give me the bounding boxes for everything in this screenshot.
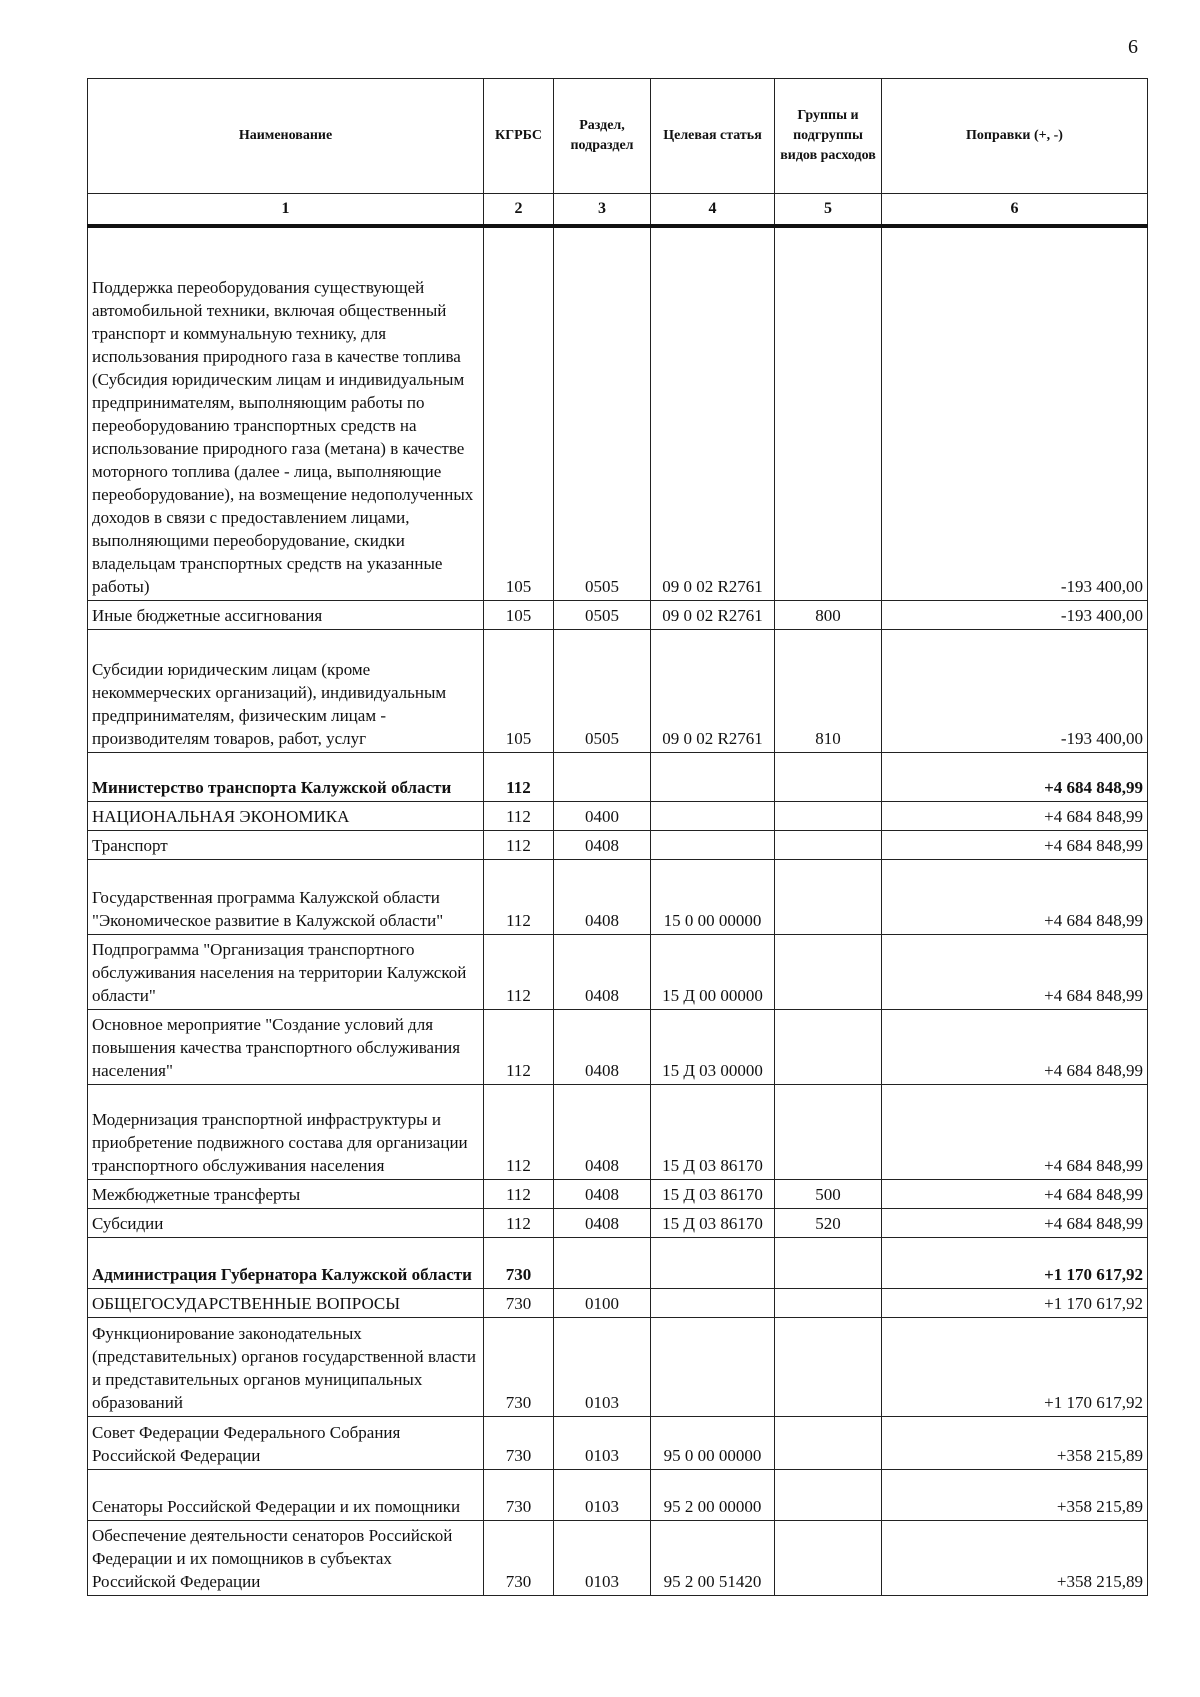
cell-expense-group (775, 802, 882, 831)
cell-name: Функционирование законодательных (представительных) органов государственной власти и представительных органов муниципальных образований (88, 1318, 484, 1417)
cell-target-article (651, 1318, 775, 1417)
cell-target-article (651, 1238, 775, 1289)
cell-target-article: 09 0 02 R2761 (651, 226, 775, 601)
cell-section: 0505 (554, 630, 651, 753)
cell-kgrbs: 105 (484, 601, 554, 630)
table-row (88, 831, 1148, 860)
cell-target-article: 15 0 00 00000 (651, 860, 775, 935)
cell-kgrbs: 112 (484, 860, 554, 935)
cell-section: 0408 (554, 1010, 651, 1085)
cell-kgrbs: 730 (484, 1521, 554, 1596)
cell-expense-group (775, 935, 882, 1010)
cell-target-article: 15 Д 03 00000 (651, 1010, 775, 1085)
table-row (88, 802, 1148, 831)
cell-amount: +358 215,89 (882, 1470, 1148, 1521)
cell-expense-group: 500 (775, 1180, 882, 1209)
cell-name: ОБЩЕГОСУДАРСТВЕННЫЕ ВОПРОСЫ (88, 1289, 484, 1318)
header-target-article: Целевая статья (651, 79, 775, 194)
table-row (88, 1521, 1148, 1596)
cell-expense-group (775, 753, 882, 802)
cell-expense-group: 810 (775, 630, 882, 753)
cell-section: 0408 (554, 860, 651, 935)
table-row (88, 1289, 1148, 1318)
cell-expense-group (775, 1417, 882, 1470)
cell-name: Основное мероприятие "Создание условий для повышения качества транспортного обслуживания населения" (88, 1010, 484, 1085)
cell-section: 0408 (554, 1180, 651, 1209)
cell-amount: +4 684 848,99 (882, 860, 1148, 935)
cell-amount: +4 684 848,99 (882, 1180, 1148, 1209)
cell-target-article: 15 Д 00 00000 (651, 935, 775, 1010)
header-row (88, 79, 1148, 194)
cell-target-article: 95 0 00 00000 (651, 1417, 775, 1470)
cell-section: 0103 (554, 1470, 651, 1521)
cell-section: 0103 (554, 1318, 651, 1417)
cell-expense-group (775, 1318, 882, 1417)
cell-expense-group (775, 1085, 882, 1180)
cell-kgrbs: 112 (484, 1209, 554, 1238)
cell-section (554, 753, 651, 802)
cell-expense-group (775, 860, 882, 935)
cell-target-article: 95 2 00 00000 (651, 1470, 775, 1521)
header-expense-group: Группы и подгруппы видов расходов (775, 79, 882, 194)
cell-section: 0408 (554, 831, 651, 860)
cell-name: Администрация Губернатора Калужской области (88, 1238, 484, 1289)
cell-kgrbs: 730 (484, 1318, 554, 1417)
cell-target-article (651, 831, 775, 860)
cell-name: Транспорт (88, 831, 484, 860)
cell-section: 0505 (554, 601, 651, 630)
table-row (88, 935, 1148, 1010)
cell-amount: +4 684 848,99 (882, 831, 1148, 860)
cell-kgrbs: 112 (484, 1010, 554, 1085)
header-name: Наименование (88, 79, 484, 194)
cell-name: Субсидии юридическим лицам (кроме некоммерческих организаций), индивидуальным предпринимателям, физическим лицам - производителям товаров, работ, услуг (88, 630, 484, 753)
cell-section: 0103 (554, 1521, 651, 1596)
cell-name: Иные бюджетные ассигнования (88, 601, 484, 630)
column-number: 3 (554, 194, 651, 227)
table-row (88, 1238, 1148, 1289)
cell-target-article: 95 2 00 51420 (651, 1521, 775, 1596)
cell-amount: +358 215,89 (882, 1521, 1148, 1596)
cell-amount: +4 684 848,99 (882, 1010, 1148, 1085)
cell-amount: +4 684 848,99 (882, 1085, 1148, 1180)
cell-amount: +4 684 848,99 (882, 753, 1148, 802)
table-row (88, 1470, 1148, 1521)
header-kgrbs: КГРБС (484, 79, 554, 194)
cell-kgrbs: 112 (484, 802, 554, 831)
cell-target-article (651, 753, 775, 802)
column-number-row (88, 194, 1148, 227)
cell-expense-group (775, 226, 882, 601)
table-row (88, 1318, 1148, 1417)
cell-kgrbs: 112 (484, 753, 554, 802)
cell-name: Межбюджетные трансферты (88, 1180, 484, 1209)
column-number: 2 (484, 194, 554, 227)
cell-amount: +4 684 848,99 (882, 802, 1148, 831)
cell-expense-group (775, 1470, 882, 1521)
cell-expense-group (775, 1521, 882, 1596)
cell-amount: +1 170 617,92 (882, 1289, 1148, 1318)
column-number: 6 (882, 194, 1148, 227)
header-amendments: Поправки (+, -) (882, 79, 1148, 194)
cell-section: 0408 (554, 1209, 651, 1238)
cell-target-article: 15 Д 03 86170 (651, 1180, 775, 1209)
cell-expense-group (775, 1010, 882, 1085)
cell-target-article: 09 0 02 R2761 (651, 630, 775, 753)
cell-amount: +4 684 848,99 (882, 1209, 1148, 1238)
cell-expense-group: 520 (775, 1209, 882, 1238)
cell-name: Сенаторы Российской Федерации и их помощники (88, 1470, 484, 1521)
cell-target-article (651, 802, 775, 831)
table-body (88, 226, 1148, 1596)
cell-name: Совет Федерации Федерального Собрания Российской Федерации (88, 1417, 484, 1470)
cell-amount: +4 684 848,99 (882, 935, 1148, 1010)
cell-kgrbs: 112 (484, 935, 554, 1010)
budget-amendments-table (87, 78, 1148, 1596)
cell-amount: -193 400,00 (882, 226, 1148, 601)
table-row (88, 1085, 1148, 1180)
cell-target-article: 09 0 02 R2761 (651, 601, 775, 630)
cell-kgrbs: 730 (484, 1289, 554, 1318)
cell-name: Государственная программа Калужской области "Экономическое развитие в Калужской области" (88, 860, 484, 935)
cell-expense-group (775, 1238, 882, 1289)
cell-amount: +358 215,89 (882, 1417, 1148, 1470)
cell-expense-group (775, 831, 882, 860)
column-number: 5 (775, 194, 882, 227)
cell-amount: +1 170 617,92 (882, 1318, 1148, 1417)
header-section: Раздел, подраздел (554, 79, 651, 194)
cell-section: 0408 (554, 935, 651, 1010)
page-number: 6 (1128, 36, 1138, 58)
cell-amount: -193 400,00 (882, 630, 1148, 753)
cell-name: Поддержка переоборудования существующей автомобильной техники, включая общественный транспорт и коммунальную технику, для использования природного газа в качестве топлива (Субсидия юридическим лицам и индивидуальным предпринимателям, выполняющим работы по переоборудованию транспортных средств на использование природного газа (метана) в качестве моторного топлива (далее - лица, выполняющие переоборудование), на возмещение недополученных доходов в связи с предоставлением лицами, выполняющими переоборудование, скидки владельцам транспортных средств на указанные работы) (88, 226, 484, 601)
cell-section: 0100 (554, 1289, 651, 1318)
column-number: 1 (88, 194, 484, 227)
cell-name: Подпрограмма "Организация транспортного обслуживания населения на территории Калужской области" (88, 935, 484, 1010)
cell-target-article: 15 Д 03 86170 (651, 1085, 775, 1180)
table-row (88, 1417, 1148, 1470)
cell-target-article (651, 1289, 775, 1318)
cell-kgrbs: 730 (484, 1238, 554, 1289)
cell-section: 0400 (554, 802, 651, 831)
table-row (88, 1180, 1148, 1209)
table-row (88, 1010, 1148, 1085)
table-row (88, 753, 1148, 802)
table-row (88, 601, 1148, 630)
cell-kgrbs: 112 (484, 1180, 554, 1209)
cell-expense-group: 800 (775, 601, 882, 630)
cell-section: 0408 (554, 1085, 651, 1180)
cell-kgrbs: 730 (484, 1417, 554, 1470)
cell-amount: +1 170 617,92 (882, 1238, 1148, 1289)
cell-target-article: 15 Д 03 86170 (651, 1209, 775, 1238)
cell-kgrbs: 730 (484, 1470, 554, 1521)
cell-kgrbs: 105 (484, 630, 554, 753)
cell-section (554, 1238, 651, 1289)
cell-section: 0103 (554, 1417, 651, 1470)
cell-name: Обеспечение деятельности сенаторов Российской Федерации и их помощников в субъектах Российской Федерации (88, 1521, 484, 1596)
cell-name: НАЦИОНАЛЬНАЯ ЭКОНОМИКА (88, 802, 484, 831)
table-row (88, 1209, 1148, 1238)
cell-kgrbs: 105 (484, 226, 554, 601)
table-row (88, 860, 1148, 935)
cell-kgrbs: 112 (484, 1085, 554, 1180)
cell-name: Субсидии (88, 1209, 484, 1238)
cell-kgrbs: 112 (484, 831, 554, 860)
cell-name: Модернизация транспортной инфраструктуры и приобретение подвижного состава для организации транспортного обслуживания населения (88, 1085, 484, 1180)
column-number: 4 (651, 194, 775, 227)
cell-name: Министерство транспорта Калужской области (88, 753, 484, 802)
table-row (88, 226, 1148, 601)
cell-amount: -193 400,00 (882, 601, 1148, 630)
table-row (88, 630, 1148, 753)
cell-expense-group (775, 1289, 882, 1318)
cell-section: 0505 (554, 226, 651, 601)
